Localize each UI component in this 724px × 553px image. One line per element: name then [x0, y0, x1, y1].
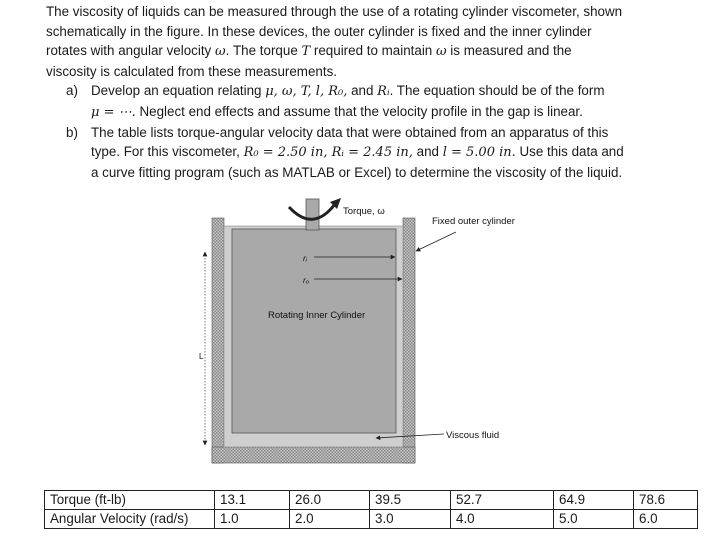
row-header-torque: Torque (ft-lb)	[45, 491, 215, 510]
outer-base	[212, 447, 415, 463]
table-cell: 26.0	[290, 491, 370, 510]
item-text: Neglect end effects and assume that the velocity profile in the gap is linear.	[135, 103, 583, 119]
omega-symbol: ω	[435, 44, 447, 60]
ro-label: rₒ	[303, 275, 310, 285]
length-label: L	[199, 352, 204, 361]
row-header-velocity: Angular Velocity (rad/s)	[45, 510, 215, 529]
item-b-line-1: The table lists torque-angular velocity data that were obtained from an apparatus of this	[91, 124, 609, 140]
intro-text: rotates with angular velocity	[46, 43, 215, 59]
intro-line-4: viscosity is calculated from these measurements.	[46, 63, 337, 79]
inner-cylinder	[232, 229, 396, 433]
intro-text: is measured and the	[446, 43, 572, 59]
shaft	[306, 199, 319, 230]
omega-symbol: ω	[214, 44, 226, 60]
viscous-fluid-label: Viscous fluid	[446, 430, 500, 441]
table-cell: 1.0	[215, 510, 290, 529]
math-length: l = 5.00 in.	[442, 145, 516, 161]
intro-line-2: schematically in the figure. In these devices, the outer cylinder is fixed and the inner cylinder	[46, 23, 592, 39]
item-text: Develop an equation relating	[91, 83, 266, 99]
table-cell: 64.9	[554, 491, 634, 510]
math-variables: μ, ω, T, l, R₀,	[265, 84, 348, 100]
item-text: . The equation should be of the form	[389, 83, 605, 99]
outer-wall-right	[403, 218, 415, 463]
torque-label: Torque, ω	[343, 206, 385, 217]
table-cell: 78.6	[634, 491, 698, 510]
intro-line-1: The viscosity of liquids can be measured through the use of a rotating cylinder viscometer, shown	[46, 4, 623, 19]
intro-text: required to maintain	[310, 43, 436, 59]
table-row-torque	[45, 491, 698, 510]
table-cell: 6.0	[634, 510, 698, 529]
ri-symbol: Rᵢ	[377, 84, 390, 100]
table-cell: 4.0	[451, 510, 554, 529]
item-text: and	[412, 144, 443, 160]
fixed-outer-arrow	[416, 232, 456, 251]
table-cell: 3.0	[370, 510, 451, 529]
table-cell: 52.7	[451, 491, 554, 510]
table-cell: 13.1	[215, 491, 290, 510]
math-dims: R₀ = 2.50 in, Rᵢ = 2.45 in,	[243, 145, 413, 161]
item-text: Use this data and	[515, 144, 624, 160]
item-b-label: b)	[66, 124, 78, 140]
table-cell: 39.5	[370, 491, 451, 510]
item-b-line-3: a curve fitting program (such as MATLAB or Excel) to determine the viscosity of the liquid.	[91, 164, 623, 180]
item-text: and	[347, 83, 378, 99]
outer-wall-left	[212, 218, 224, 463]
table-cell: 5.0	[554, 510, 634, 529]
ri-label: rᵢ	[303, 253, 307, 263]
table-row-velocity	[45, 510, 698, 529]
fixed-outer-label: Fixed outer cylinder	[432, 216, 515, 227]
torque-velocity-table	[44, 490, 698, 529]
item-text: type. For this viscometer,	[91, 144, 244, 160]
table-cell: 2.0	[290, 510, 370, 529]
inner-cylinder-label: Rotating Inner Cylinder	[268, 310, 366, 321]
torque-symbol: T	[301, 44, 311, 60]
item-a-label: a)	[66, 83, 78, 99]
math-form: μ = ⋯.	[91, 104, 136, 120]
intro-text: . The torque	[225, 43, 302, 59]
